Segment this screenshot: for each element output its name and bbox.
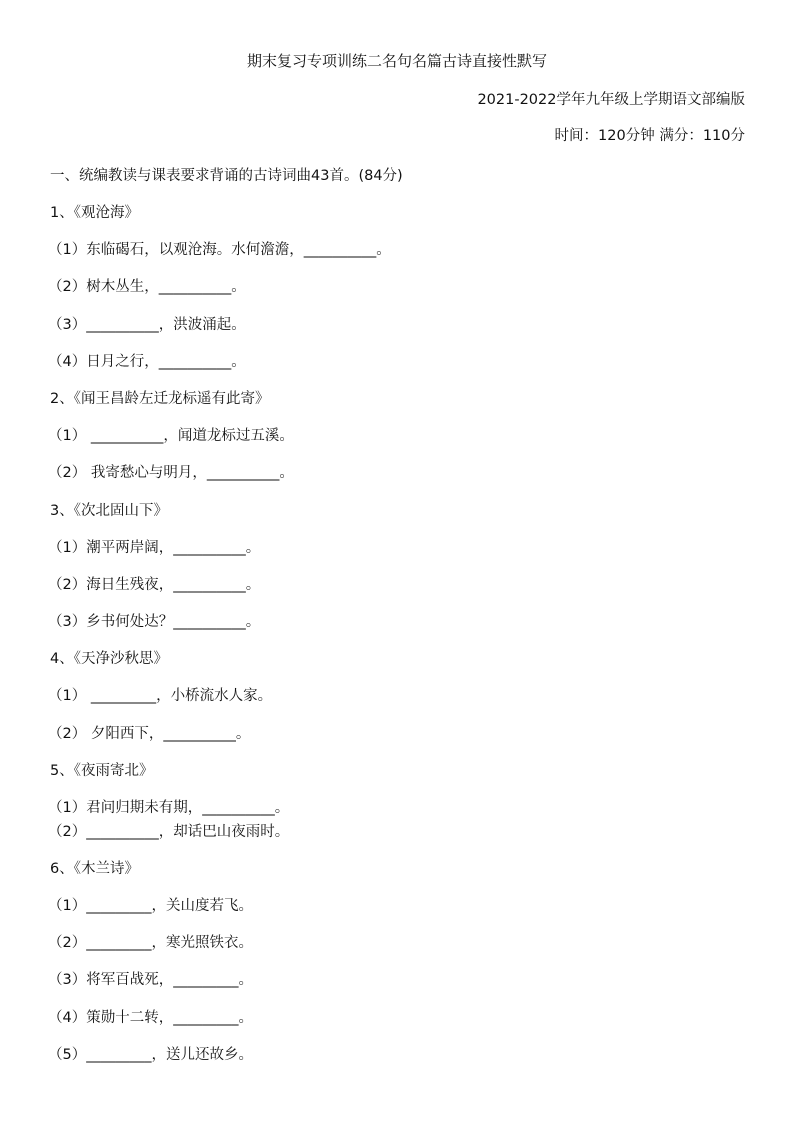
poem-heading: 1、《观沧海》: [50, 205, 139, 221]
fill-blank-item: （1） _________，小桥流水人家。: [48, 688, 273, 704]
fill-blank-item: （5）_________，送儿还故乡。: [48, 1047, 253, 1063]
section-heading: 一、统编教读与课表要求背诵的古诗词曲43首。(84分): [50, 168, 403, 184]
fill-blank-item: （2） 我寄愁心与明月，__________。: [48, 465, 294, 481]
fill-blank-item: （2） 夕阳西下，__________。: [48, 726, 251, 742]
fill-blank-item: （1）潮平两岸阔，__________。: [48, 540, 261, 556]
subtitle: 2021-2022学年九年级上学期语文部编版: [477, 92, 745, 108]
poem-heading: 6、《木兰诗》: [50, 861, 139, 877]
exam-info: 时间：120分钟 满分：110分: [554, 128, 745, 144]
fill-blank-item: （3）将军百战死，_________。: [48, 972, 253, 988]
fill-blank-item: （1） __________，闻道龙标过五溪。: [48, 428, 294, 444]
fill-blank-item: （2）树木丛生，__________。: [48, 279, 246, 295]
poem-heading: 4、《天净沙秋思》: [50, 651, 168, 667]
poem-heading: 3、《次北固山下》: [50, 503, 168, 519]
fill-blank-item: （1）东临碣石，以观沧海。水何澹澹，__________。: [48, 242, 391, 258]
fill-blank-item: （2）__________，却话巴山夜雨时。: [48, 824, 290, 840]
fill-blank-item: （3）__________，洪波涌起。: [48, 317, 246, 333]
fill-blank-item: （3）乡书何处达？__________。: [48, 614, 261, 630]
poem-heading: 5、《夜雨寄北》: [50, 763, 154, 779]
poem-heading: 2、《闻王昌龄左迁龙标遥有此寄》: [50, 391, 270, 407]
fill-blank-item: （1）_________，关山度若飞。: [48, 898, 253, 914]
fill-blank-item: （2）海日生残夜，__________。: [48, 577, 261, 593]
page-title: 期末复习专项训练二名句名篇古诗直接性默写: [246, 52, 547, 70]
fill-blank-item: （4）策勋十二转，_________。: [48, 1010, 253, 1026]
fill-blank-item: （4）日月之行，__________。: [48, 354, 246, 370]
fill-blank-item: （1）君问归期未有期，__________。: [48, 800, 290, 816]
fill-blank-item: （2）_________，寒光照铁衣。: [48, 935, 253, 951]
